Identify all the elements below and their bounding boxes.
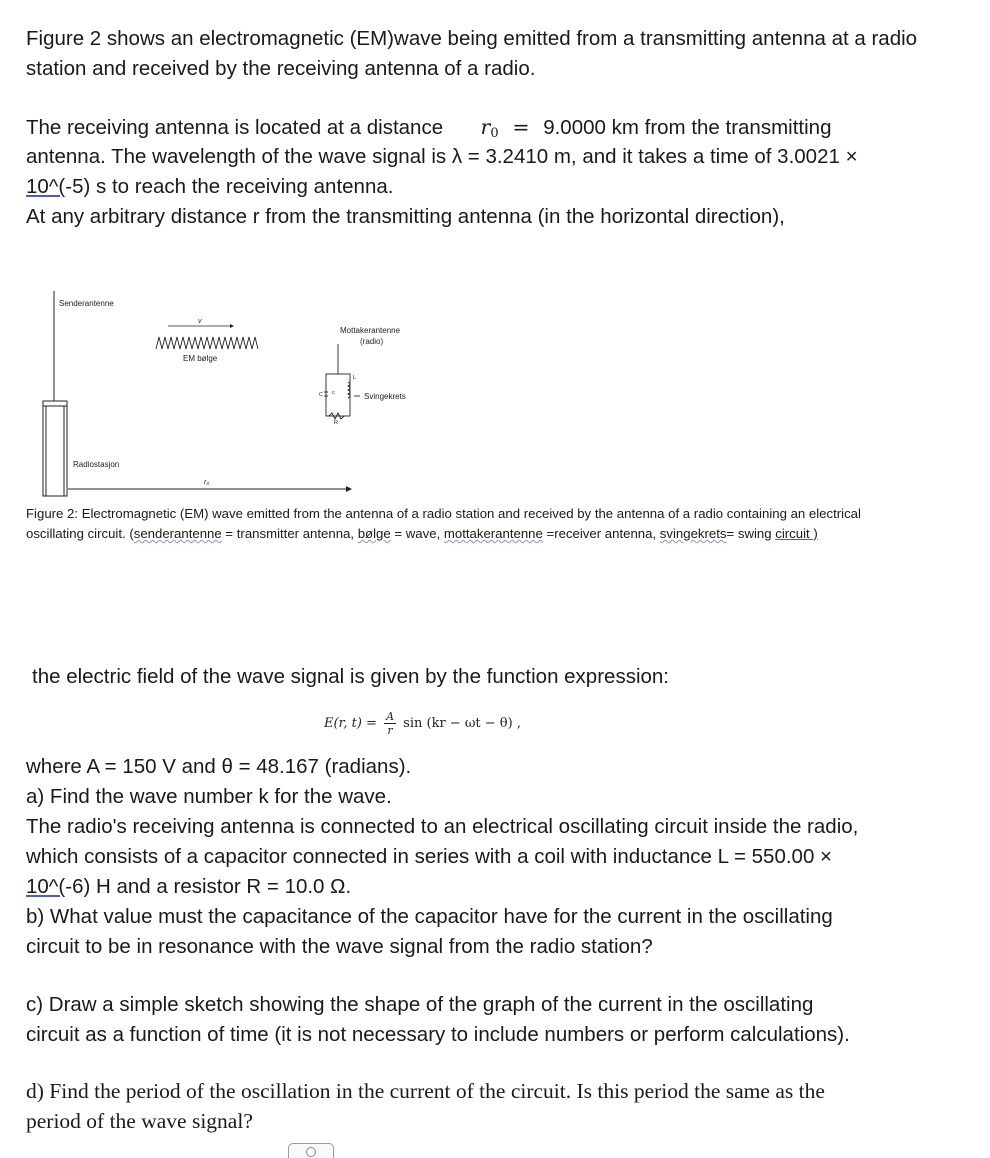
distance-pre-text: The receiving antenna is located at a distance — [26, 116, 444, 139]
arbitrary-distance-line: At any arbitrary distance r from the transmitting antenna (in the horizontal direction), — [26, 205, 785, 228]
question-c-line-2: circuit as a function of time (it is not necessary to include numbers or perform calculations). — [26, 1023, 850, 1046]
intro-paragraph: Figure 2 shows an electromagnetic (EM)wave being emitted from a transmitting antenna at a radio station and received by the receiving antenna of a radio. — [26, 27, 918, 80]
c-label: C — [319, 392, 323, 398]
constants-line: where A = 150 V and θ = 48.167 (radians). — [26, 755, 412, 778]
circuit-text-line-2: which consists of a capacitor connected in series with a coil with inductance L = 550.00 × — [26, 845, 833, 868]
velocity-label: v — [198, 318, 202, 325]
caption-line-1: Figure 2: Electromagnetic (EM) wave emitted from the antenna of a radio station and received by the antenna of a radio containing an electrical — [26, 506, 861, 521]
sender-label: Senderantenne — [59, 299, 114, 308]
station-label: Radiostasjon — [73, 460, 120, 469]
question-a: a) Find the wave number k for the wave. — [26, 785, 392, 808]
field-equation: E(r, t) = $\frac{A}{r}$ sin (kr − ωt − θ) , — [324, 710, 521, 737]
wave-label: EM bølge — [183, 354, 218, 363]
receiver-circuit — [324, 344, 360, 419]
wavelength-line: antenna. The wavelength of the wave signal is λ = 3.2410 m, and it takes a time of 3.0021 × — [26, 145, 858, 168]
r0-symbol: $r_0$ — [480, 115, 499, 141]
question-d-line-2: period of the wave signal? — [26, 1109, 253, 1133]
circuit-label: Svingekrets — [364, 392, 406, 401]
question-b-line-2: circuit to be in resonance with the wave signal from the radio station? — [26, 935, 653, 958]
figure-caption — [26, 504, 946, 544]
small-c-label: c — [332, 390, 335, 396]
receiver-sub-label: (radio) — [360, 337, 384, 346]
field-intro: the electric field of the wave signal is given by the function expression: — [32, 665, 669, 688]
question-c-line-1: c) Draw a simple sketch showing the shape of the graph of the current in the oscillating — [26, 993, 814, 1016]
question-b-line-1: b) What value must the capacitance of the capacitor have for the current in the oscillating — [26, 905, 833, 928]
circuit-text-line-1: The radio's receiving antenna is connected to an electrical oscillating circuit inside the radio, — [26, 815, 859, 838]
r-label: R — [334, 420, 338, 426]
time-line: 10^(-5) s to reach the receiving antenna. — [26, 175, 394, 198]
em-wave — [156, 337, 258, 349]
equals-sign: = — [512, 115, 530, 139]
caption-line-2: oscillating circuit. (senderantenne = transmitter antenna, bølge = wave, mottakerantenne =receiver antenna, svingekrets= swing circuit ) — [26, 526, 818, 541]
question-d-line-1: d) Find the period of the oscillation in the current of the circuit. Is this period the same as the — [26, 1079, 825, 1103]
l-label: L — [353, 375, 357, 381]
distance-value: 9.0000 km from the transmitting — [543, 116, 832, 139]
figure-2-diagram — [26, 286, 966, 501]
r0-label: r₀ — [204, 479, 210, 486]
resize-handle[interactable] — [288, 1143, 334, 1158]
receiver-label: Mottakerantenne — [340, 326, 401, 335]
transmitter-antenna — [43, 291, 67, 496]
circuit-text-line-3: 10^(-6) H and a resistor R = 10.0 Ω. — [26, 875, 352, 898]
